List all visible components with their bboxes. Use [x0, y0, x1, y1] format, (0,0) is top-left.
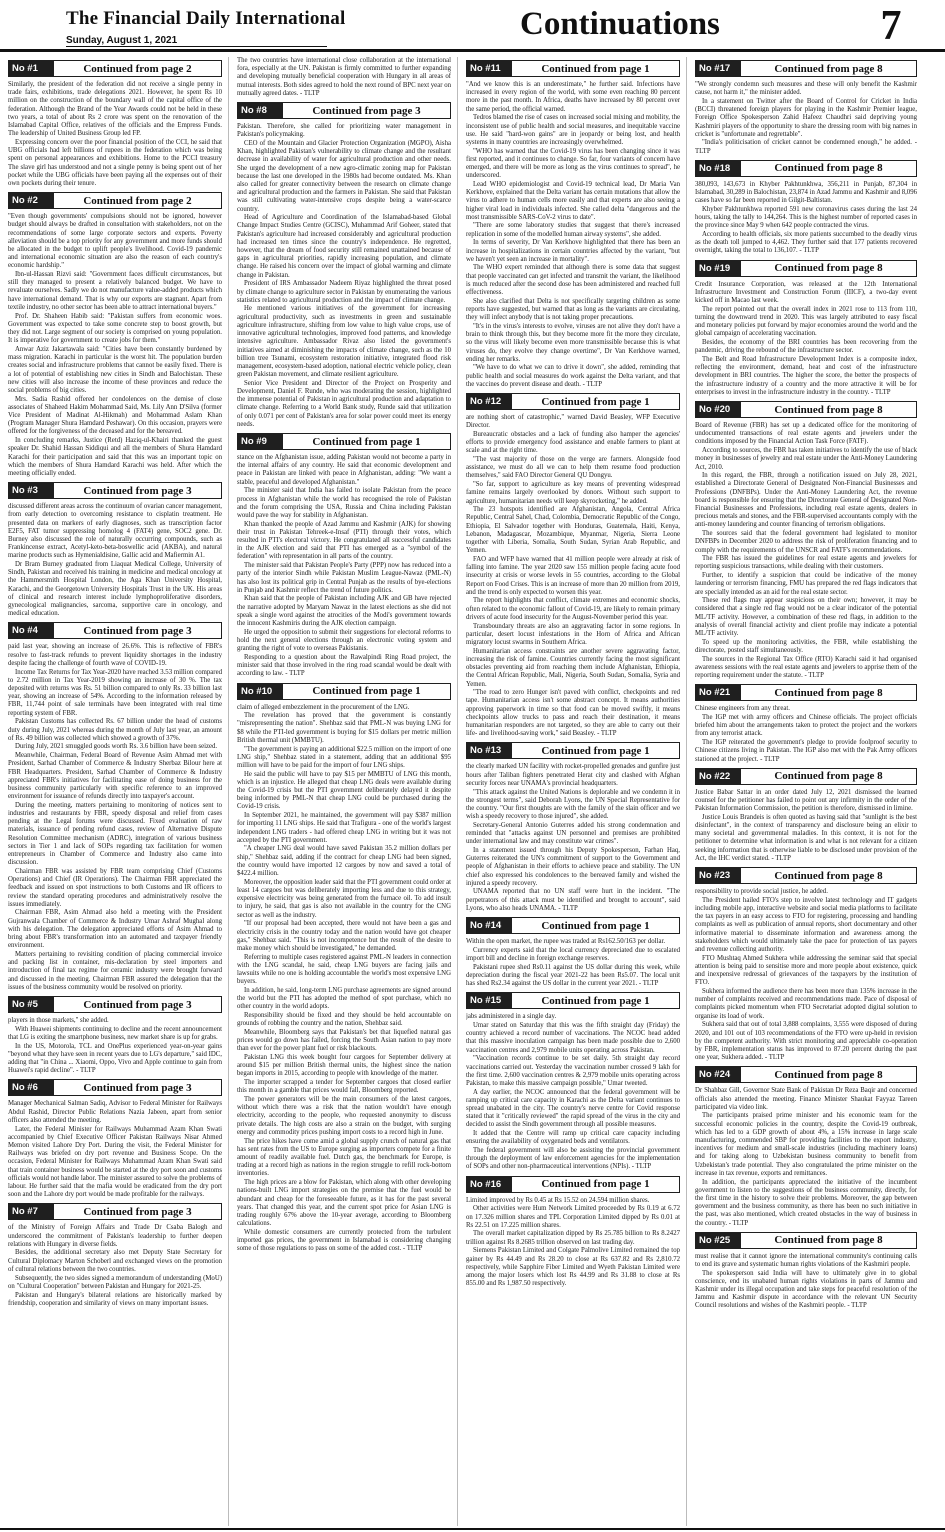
article-paragraph: "A cheaper LNG deal would have saved Pakistan 35.2 million dollars per ship," Shehbaz said, adding if the contract for cheap LNG had been signed, the country would have imported 12 cargoes by now and saved a total of $422.4 million.: [237, 845, 451, 878]
article-body: [237, 57, 451, 98]
article-number: No #16: [466, 1176, 512, 1193]
continued-from-label: Continued from page 3: [54, 482, 222, 499]
article-paragraph: Dr Shahbaz Gill, Governor State Bank of Pakistan Dr Reza Baqir and concerned officials also attended the meeting. Finance Minister Shaukat Fayyaz Tareen participated via video link.: [695, 1087, 917, 1111]
continued-from-label: Continued from page 8: [741, 260, 917, 277]
continued-from-label: Continued from page 8: [741, 768, 917, 785]
article-body: [695, 422, 917, 680]
article-number: No #1: [8, 60, 54, 77]
article-paragraph: In the US, Motorola, TCL and OnePlus experienced year-on-year gains "beyond what they have seen in recent years due to LG's departure," said IDC, adding that "in China ... Xiaomi, Oppo, Vivo and Apple continue to gain from Huawei's rapid decline". - TLTP: [8, 1042, 222, 1075]
article-number: No #5: [8, 996, 54, 1013]
article-number: No #23: [695, 867, 741, 884]
article-header: [695, 1066, 917, 1083]
article-body: [466, 1013, 680, 1171]
page-number: 7: [880, 3, 902, 49]
article-number: No #3: [8, 482, 54, 499]
article-number: No #24: [695, 1066, 741, 1083]
column-3: [466, 57, 680, 1526]
continued-from-label: Continued from page 8: [741, 401, 917, 418]
article-header: [695, 684, 917, 701]
article-paragraph: Matters pertaining to revisiting condition of placing commercial invoice and packing list in container, mis-declaration by steel importers and introduction of final tax regime for ceramic industry were brought forward and discussed in the meeting. Chairman FBR assured the delegation that the issues of the business community would be resolved on priority.: [8, 951, 222, 991]
article-header: [695, 260, 917, 277]
bottom-rule: [0, 1528, 945, 1530]
masthead-left: [66, 8, 345, 48]
article-header: [695, 60, 917, 77]
article-paragraph: In a statement issued through his Deputy Spokesperson, Farhan Haq, Guterres reiterated the UN's commitment of support to the Government and people of Afghanistan in their efforts to achieve peace and stability. The UN chief also expressed his condolences to the bereaved family and wished the injured a speedy recovery.: [466, 846, 680, 887]
article-paragraph: Subsequently, the two sides signed a memorandum of understanding (MoU) on "Cultural Cooperation" between Pakistan and Hungary for 2021-25.: [8, 1274, 222, 1290]
article-paragraph: Credit Insurance Corporation, was released at the 12th International Infrastructure Investment and Construction Forum (IIICF), a two-day event kicked off in Macao last week.: [695, 280, 917, 305]
article-number: No #14: [466, 917, 512, 934]
article-paragraph: "We have to do what we can to drive it down", she added, reminding that public health and social measures do work against the Delta variant, and that the vaccines do prevent disease and death. - TLTP: [466, 364, 680, 388]
article-paragraph: UNAMA reported that no UN staff were hurt in the incident. "The perpetrators of this attack must be identified and brought to account", said Lyons, who also heads UNAMA. - TLTP: [466, 888, 680, 912]
article-paragraph: Besides, the additional secretary also met Deputy State Secretary for Cultural Diplomacy Marton Schoberl and exchanged views on the promotion of cultural relations between the two countries.: [8, 1249, 222, 1273]
article-paragraph: Currency experts said that the local currency depreciated due to escalated import bill and decline in foreign exchange reserves.: [466, 946, 680, 962]
continued-from-label: Continued from page 8: [741, 684, 917, 701]
article-number: No #25: [695, 1232, 741, 1249]
article-paragraph: The minister said that India has failed to isolate Pakistan from the peace process in Afghanistan while the world has recognised the role of Pakistan and the forum comprising the USA, Russia and China including Pakistan would pave the way for stability in Afghanistan.: [237, 487, 451, 519]
article-paragraph: Sukhera informed the audience there has been more than 135% increase in the number of complaints received and recommendations made. Pace of disposal of complaints picked momentum when FTO Secretariat adopted digital solution to organise its load of work.: [695, 987, 917, 1020]
column-divider: [457, 57, 458, 1526]
article-paragraph: "Even though governments' compulsions should not be ignored, however budget should always be drafted in consultation with stakeholders, not on the recommendations of some large corporate sectors and experts. Poverty alleviation should be a top priority for any government and more funds should be allocated in the budget to uplift people's livelihood. Covid-19 pandemic and international economic situation are also the reason of each country's economic hardship.": [8, 213, 222, 270]
article-paragraph: FTO Mushtaq Ahmed Sukhera while addressing the seminar said that special attention is being paid to sensitise more and more people about existence, quick and inexpensive redressal of grievances of the taxpayers by the institution of FTO.: [695, 954, 917, 987]
article-body: [695, 81, 917, 156]
columns-area: [0, 57, 945, 1526]
article-header: [8, 192, 222, 209]
article-paragraph: Sukhera said that out of total 3,888 complaints, 3,555 were disposed of during 2020, and 101 out of 103 recommendations of the FTO were up-held in revision by the competent authority. With strict monitoring and appreciable co-operation by FBR, implementation status has improved to 87.20 percent during the past one year, Sukhera added. - TLTP: [695, 1021, 917, 1062]
article-paragraph: paid last year, showing an increase of 26.6%. This is reflective of FBR's resolve to fast-track refunds to prevent liquidity shortages in the industry despite facing the challenge of fourth wave of COVID-19.: [8, 643, 222, 667]
article-paragraph: With Huawei shipments continuing to decline and the recent announcement that LG is exiting the smartphone business, new market share is up for grabs.: [8, 1025, 222, 1041]
column-2: [237, 57, 451, 1526]
article-header: [237, 433, 451, 450]
article-paragraph: "This attack against the United Nations is deplorable and we condemn it in the strongest terms", said Deborah Lyons, the UN Special Representative for the country. "Our first thoughts are with the family of the slain officer and we wish a speedy recovery to those injured", she added.: [466, 788, 680, 821]
article-paragraph: The price hikes have come amid a global supply crunch of natural gas that has sent rates from the US to Europe surging as importers compete for a finite amount of readily available fuel. Dutch gas, the benchmark for Europe, is trading at a record high as nations in the region struggle to refill rock-bottom inventories.: [237, 1137, 451, 1178]
article-paragraph: Board of Revenue (FBR) has set up a dedicated office for the monitoring of undocumented transactions of real estate agents and jewelers under the conditions imposed by the Financial Action Task Force (FATF).: [695, 422, 917, 446]
article-paragraph: In concluding remarks, Justice (Retd) Haziq-ul-Khairi thanked the guest speaker Dr. Shahid Hassan Siddiqui and all the members of Shura Hamdard Karachi for their participation and said that this was an important topic on which the members of Shura Hamdard Karachi was held. After which the meeting officially ended.: [8, 437, 222, 477]
article-paragraph: Income Tax Returns for Tax Year-2020 have reached 3.53 million compared to 2.72 million in Tax Year-2019 showing an increase of 30 %. The tax deposited with returns was Rs. 51 billion compared to only Rs. 33 billion last year, showing an increase of 54%. According to the information released by FBR, 11,744 point of sale terminals have been integrated with real time reporting system of FBR.: [8, 668, 222, 717]
article-paragraph: In addition, the participants appreciated the initiative of the incumbent government to listen to the suggestions of the business community, directly, for the first time in the history to solve their problems. Moreover, the gap between government and the business community, as there has been no such initiative in the past, was also mentioned, which created obstacles in the way of business in the country. - TLTP: [695, 1178, 917, 1227]
article-paragraph: According to health officials, six more patients succumbed to the deadly virus as the death toll jumped to 4,462. They further said that 177 patients recovered overnight, taking the total to 136,107. - TLTP: [695, 231, 917, 255]
article-paragraph: "We strongly condemn such measures and these will only benefit the Kashmir cause, not harm it," the minister added.: [695, 81, 917, 97]
article-header: [466, 992, 680, 1009]
article-paragraph: Umar stated on Saturday that this was the fifth straight day (Friday) the country achieved a record number of vaccinations. The NCOC head added that this massive inoculation campaign has been made possible due to 2,600 vaccination centres and 2,979 mobile units operating across Pakistan.: [466, 1022, 680, 1054]
article-body: [237, 123, 451, 429]
continued-from-label: Continued from page 1: [512, 992, 680, 1009]
article-paragraph: The federal government will also be assisting the provincial government through the deployment of law enforcement agencies for the implementation of SOPs and other non-pharmaceutical interventions (NPIs). - TLTP: [466, 1147, 680, 1171]
article-body: [466, 414, 680, 738]
article-body: [8, 213, 222, 478]
article-number: No #20: [695, 401, 741, 418]
article-paragraph: claim of alleged embezzlement in the procurement of the LNG.: [237, 703, 410, 711]
article-paragraph: responsibility to provide social justice, he added.: [695, 888, 828, 896]
continued-from-label: Continued from page 1: [283, 433, 451, 450]
article: [8, 1079, 222, 1199]
article-paragraph: Pakistan Customs has collected Rs. 67 billion under the head of customs duty during July, 2021 whereas during the month of July last year, an amount of Rs. 49 billion was collected which showed a growth of 37%.: [8, 718, 222, 742]
article-number: No #4: [8, 622, 54, 639]
article-paragraph: Transboundary threats are also an aggravating factor in some regions. In particular, desert locust infestations in the Horn of Africa and African migratory locust swarms in Southern Africa.: [466, 622, 680, 646]
article: [466, 60, 680, 389]
article-paragraph: Responding to a question about the Rawalpindi Ring Road project, the minister said that those involved in the ring road scandal would be dealt with according to law. - TLTP: [237, 653, 451, 678]
article-body: [237, 454, 451, 678]
column-4: [695, 57, 917, 1526]
article: [695, 684, 917, 763]
article-header: [695, 1232, 917, 1249]
article-paragraph: Head of Agriculture and Coordination of the Islamabad-based Global Change Impact Studies Centre (GCISC), Muhammad Arif Goheer, stated that Pakistan's agriculture had increased considerably and agricultural production had increased ten times since the country's independence. He regretted, however, that the dream of food security still remained unattained because of gaps in agricultural priorities, rapidly increasing population, and climate change. He raised his concern over the impact of global warming and climate change in Pakistan.: [237, 214, 451, 279]
paper-name: The Financial Daily International: [66, 8, 346, 29]
article-body: [695, 1253, 917, 1311]
article-paragraph: Other activities were Hum Network Limited proceeded by Rs 0.19 at 6.72 on 17.326 million shares and TPL Corporation Limited dipped by Rs 0.01 at Rs 22.51 on 17.225 million shares.: [466, 1205, 680, 1229]
article-paragraph: "There are some laboratory studies that suggest that there's increased replication in some of the modelled human airway systems", she added.: [466, 222, 680, 238]
article-paragraph: Chinese engineers from any threat.: [695, 705, 790, 713]
article: [466, 917, 680, 988]
article-header: [466, 393, 680, 410]
article: [466, 742, 680, 913]
article-number: No #8: [237, 102, 283, 119]
article-paragraph: FAO and WFP have warned that 41 million people were already at risk of falling into famine. The year 2020 saw 155 million people facing acute food insecurity at crisis or worse levels in 55 countries, according to the Global Report on Food Crises. This is an increase of more than 20 million from 2019, and the trend is only expected to worsen this year.: [466, 555, 680, 596]
article-paragraph: The sources said that the federal government had legislated to monitor DNFBPs in December 2020 to address the risk of proliferation financing and to comply with the requirements of the UNSCR and FATF's recommendations.: [695, 530, 917, 554]
continued-from-label: Continued from page 1: [512, 393, 680, 410]
article-paragraph: These red flags may appear suspicious on their own; however, it may be considered that a single red flag would not be a clear indicator of the potential ML/TF activity. However, a combination of these red flags, in addition to the analysis of overall financial activity and client profile may indicate a potential ML/TF activity.: [695, 597, 917, 638]
article-paragraph: Pakistani rupee shed Rs0.11 against the US dollar during this week, while depreciation during the fiscal year 2021-22 has been Rs5.07. The local unit has shed Rs2.34 against the US dollar in the current year 2021. - TLTP: [466, 963, 680, 988]
continued-from-label: Continued from page 8: [741, 60, 917, 77]
article-paragraph: must realise that it cannot ignore the international community's continuing calls to end its grave and systematic human rights violations of the Kashmiri people.: [695, 1252, 917, 1268]
article-paragraph: In addition, he said, long-term LNG purchase agreements are signed around the world but the PTI has adopted the method of spot purchase, which no other country in the world adopts.: [237, 986, 451, 1011]
article-paragraph: Dr Bram Burney graduated from Liaquat Medical College, University of Sindh, Pakistan and received his training in medicine and medical oncology at the Hammersmith Hospital London, the Aga Khan University Hospital, Karachi, and the Georgetown University Hospitals Trust in the UK. His areas of clinical and research interest include lymphoproliferative disorders, gynecological malignancies, sarcoma, supportive care in oncology, and medical education.: [8, 561, 222, 618]
article-paragraph: He mentioned various initiatives of the government for increasing agricultural productivity, such as investments in green and sustainable agriculture infrastructure, shifting from low value to high value crops, use of innovative agricultural technologies, improved food patterns, and knowledge intensive agriculture. Ambassador Rivaz also listed the government's initiatives aimed at diminishing the impacts of climate change, such as the 10 billion tree Tsunami, ecosystem restoration initiative, integrated flood risk management, ecosystem-based adoption, national electric vehicle policy, clean green Pakistan movement, and climate resilient agriculture.: [237, 305, 451, 379]
article: [8, 60, 222, 188]
article-paragraph: A day earlier, the NCOC announced that the federal government will be ramping up critical care capacity in Karachi as the Delta variant continues to spread unabated in the city. The country's nerve centre for Covid response stated that it "critically reviewed" the rapid spread of the virus in the city and decided to assist the Sindh government through all possible measures.: [466, 1088, 680, 1129]
article-number: No #2: [8, 192, 54, 209]
article-paragraph: discussed different areas across the continuum of ovarian cancer management, from early detection to overcoming resistance to cisplatin treatment. He presented data on markers of early diagnoses, such as transcription factor E2F5, FAT tumor suppressing homolog 4 (FAT4) gene, SOC2 gene. Dr. Burney also discussed the role of naturally occurring compounds, such as Frankincense extract, Acetyl-keto-beta-boswellic acid (AKBA), and natural marine products such as Hymenialdisine, Gallic acid and Mafiermin A1.: [8, 503, 222, 560]
article-paragraph: The 23 hotspots identified are Afghanistan, Angola, Central Africa Republic, Central Sahel, Chad, Colombia, Democratic Republic of the Congo, Ethiopia, El Salvador together with Honduras, Guatemala, Haiti, Kenya, Lebanon, Madagascar, Mozambique, Myanmar, Nigeria, Sierra Leone together with Liberia, Somalia, South Sudan, Syrian Arab Republic, and Yemen.: [466, 506, 680, 555]
article-body: [237, 704, 451, 1254]
continued-from-label: Continued from page 8: [741, 1066, 917, 1083]
article-paragraph: The high prices are a blow for Pakistan, which along with other developing nations-built LNG import strategies on the premise that the fuel would be abundant and cheap for the foreseeable future, as it has for the past several years. That changed this year, and the current spot price for Asian LNG is trading roughly 67% above the 10-year average, according to Bloomberg calculations.: [237, 1179, 451, 1228]
article-paragraph: Moreover, the opposition leader said that the PTI government could order at least 14 cargoes but was deliberately importing less and due to this strategy, expensive electricity was being generated from the furnace oil. To add insult to injury, he said, that gas is also not available in the country for the CNG sector as well as the industry.: [237, 878, 451, 919]
article-paragraph: He urged the opposition to submit their suggestions for electoral reforms to hold the next general elections through an electronic voting system and granting the right of vote to overseas Pakistanis.: [237, 628, 451, 653]
article-paragraph: "If our proposal had been accepted, there would not have been a gas and electricity crisis in the country today and the nation would have got cheaper gas," Shehbaz said. "This is not incompetence but the result of the desire to make money which should be investigated," he demanded.: [237, 920, 451, 952]
article-header: [8, 60, 222, 77]
article-paragraph: "The vast majority of those on the verge are farmers. Alongside food assistance, we must do all we can to help them resume food production themselves," said FAO Director General QU Dongyu.: [466, 456, 680, 480]
article-number: No #21: [695, 684, 741, 701]
article-paragraph: Lead WHO epidemiologist and Covid-19 technical lead, Dr Maria Van Kerkhove, explained that the Delta variant has certain mutations that allow the virus to adhere to human cells more easily and that experts are also seeing a higher viral load in individuals infected. She called delta "dangerous and the most transmissible SARS-CoV-2 virus to date".: [466, 180, 680, 221]
article-header: [8, 482, 222, 499]
article-paragraph: Later, the Federal Minister for Railways Muhammad Azam Khan Swati accompanied by Chief Executive Officer Pakistan Railways Nisar Ahmed Memon visited Lahore Dry Port. During the visit, the Federal Minister for Railways was briefed on dry port revenue and Business Scope. On the occasion, Federal Minister for Railways Muhammad Azam Khan Swati said that train container business would be started at the dry port soon and customs officials would not handle labor. The minister assured to solve the problems of labour. He further said that the mafia would be eradicated from the dry port soon and the Lahore dry port would be made profitable for the railways.: [8, 1125, 222, 1199]
section-title: Continuations: [520, 6, 720, 42]
article-paragraph: 380,093, 143,673 in Khyber Pakhtunkhwa, 356,211 in Punjab, 87,304 in Islamabad, 30,289 in Balochistan, 23,874 in Azad Jammu and Kashmir and 8,096 cases have so far been reported in Gilgit-Baltistan.: [695, 180, 917, 205]
article-paragraph: The report pointed out that the overall index in 2021 rose to 113 from 110, turning the downward trend in 2020. This was largely attributed to easy fiscal and monetary policies put forward by major economies around the world and the global campaign of accelerating vaccination.: [695, 305, 917, 338]
article-paragraph: The IGP met with army officers and Chinese officials. The project officials briefed him about the arrangements taken to protect the project and the workers from any terrorist attack.: [695, 714, 917, 738]
article-paragraph: To speed up the monitoring activities, the FBR, while establishing the directorate, posted staff simultaneously.: [695, 638, 917, 654]
article-header: [8, 1079, 222, 1096]
article-number: No #12: [466, 393, 512, 410]
article-body: [695, 281, 917, 397]
article-paragraph: The spokesperson said India will have to ultimately give in to global conscience, end its unabated human rights violations in parts of Jammu and Kashmir under its illegal occupation and take steps for peaceful resolution of the Jammu and Kashmir dispute in accordance with the relevant UN Security Council resolutions and wishes of the Kashmiri people. - TLTP: [695, 1269, 917, 1310]
column-divider: [228, 57, 229, 1526]
article-paragraph: "WHO has warned that the Covid-19 virus has been changing since it was first reported, and it continues to change. So far, four variants of concern have emerged, and there will be more as long as the virus continues to spread", he underscored.: [466, 147, 680, 180]
article-number: No #10: [237, 683, 283, 700]
article: [695, 768, 917, 863]
article: [695, 867, 917, 1062]
article-body: [695, 1087, 917, 1227]
article-paragraph: Meanwhile, Chairman, Federal Board of Revenue Asim Ahmad met with President, Sarhad Chamber of Commerce & Industry Sherbaz Bilour here at FBR Headquarters. President, Sarhad Chamber of Commerce & Industry appreciated FBR's initiatives for facilitating ease of doing business for the business community particularly with specific reference to an improved environment for issuance of refunds directly into taxpayer's account.: [8, 752, 222, 801]
article: [8, 482, 222, 618]
article-header: [466, 742, 680, 759]
article-paragraph: "It's in the virus's interests to evolve, viruses are not alive they don't have a brain to think through this, but they become more fit the more they circulate, so the virus will likely become even more transmissible because this is what viruses do, they evolve they change overtime", Dr Van Kerkhove warned, ending her remarks.: [466, 322, 680, 363]
article-paragraph: Pakistan LNG this week bought four cargoes for September delivery at around $15 per million British thermal units, the highest since the nation began imports in 2015, according to people with knowledge of the matter.: [237, 1054, 451, 1078]
article-paragraph: "So far, support to agriculture as key means of preventing widespread famine remains largely overlooked by donors. Without such support to agriculture, humanitarian needs will keep skyrocketing," he added.: [466, 481, 680, 505]
article-paragraph: Justice Louis Brandeis is often quoted as having said that "sunlight is the best disinfectant", in the context of transparency and disclosure being an elixir to many societal and governmental maladies. In this context, it is not for the petitioner to determine what information is and what is not relevant for a citizen seeking information that is otherwise liable to be disclosed under provision of the Act, the IHC verdict stated. - TLTP: [695, 813, 917, 862]
article-paragraph: Bureaucratic obstacles and a lack of funding also hamper the agencies' efforts to provide emergency food assistance and enable farmers to plant at scale and at the right time.: [466, 430, 680, 455]
article-paragraph: The two countries have international close collaboration at the international fora, especially at the UN. Pakistan is firmly committed to further expanding and developing mutually beneficial cooperation with Hungary in all areas of mutual interests. Both sides agreed to hold the next round of BPC next year on mutually agreed dates. - TLTP: [237, 57, 451, 97]
article-paragraph: Within the open market, the rupee was traded at Rs162.50/163 per dollar.: [466, 938, 666, 946]
article: [695, 160, 917, 256]
article-paragraph: players in those markets," she added.: [8, 1017, 109, 1025]
article-paragraph: The Belt and Road Infrastructure Development Index is a composite index, reflecting the environment, demand, heat and cost of the infrastructure development in BRI countries. The higher the score, the better the prospects of the infrastructure industry of a country and the more attractive it will be for enterprises to invest in the infrastructure industry in the country. - TLTP: [695, 355, 917, 396]
article-header: [695, 401, 917, 418]
article-header: [695, 768, 917, 785]
article-paragraph: The sources in the Regional Tax Office (RTO) Karachi said it had organised awareness sessions with the real estate agents and jewelers to apprise them of the reporting requirement under the statute. - TLTP: [695, 655, 917, 680]
article-body: [8, 1100, 222, 1199]
article-paragraph: "The road to zero Hunger isn't paved with conflict, checkpoints and red tape. Humanitarian access isn't some abstract concept. It means authorities approving paperwork in time so that food can be moved swiftly, it means checkpoints allow trucks to pass and reach their destination, it means humanitarian responders are not targeted, so they are able to carry out their life- and livelihood-saving work," said Beasley. - TLTP: [466, 689, 680, 738]
article-number: No #17: [695, 60, 741, 77]
article: [695, 60, 917, 156]
article-body: [8, 81, 222, 188]
article-paragraph: The participants praised prime minister and his economic team for the successful economic policies in the country, despite the Covid-19 outbreak, which has led to a GDP growth of about 4%, a 15% increase in large scale manufacturing, commended SBP for providing facilities to the export industry, incentives for medium and small-scale industries (including machinery loans) and for taking along to Uzbekistan business community to benefit from Uzbekistan's trade potential. They also congratulated the prime minister on the increase in tax revenue, exports and remittances.: [695, 1112, 917, 1177]
article-header: [695, 160, 917, 177]
article-body: [466, 763, 680, 913]
article-paragraph: Referring to multiple cases registered against PML-N leaders in connection with the LNG scandal, he said, cheap LNG buyers are facing jails and lawsuits while no one is holding accountable the world's most expensive LNG buyers.: [237, 953, 451, 986]
column-divider: [686, 57, 687, 1526]
article-body: [695, 705, 917, 763]
continued-from-label: Continued from page 1: [512, 742, 680, 759]
article-number: No #19: [695, 260, 741, 277]
article-body: [466, 938, 680, 988]
article: [237, 57, 451, 98]
article-paragraph: He said the public will have to pay $15 per MMBTU of LNG this month, which is an injustice. He alleged that cheap LNG deals were available during the Covid-19 crisis but the PTI government deliberately delayed it despite being informed by PML-N that cheap LNG could be purchased during the Covid-19 crisis.: [237, 770, 451, 811]
article-paragraph: Siemens Pakistan Limited and Colgate Palmolive Limited remained the top gainer by Rs 44.49 and Rs 28.20 to close at Rs 637.82 and Rs 2,810.72 respectively, while Sapphire Fiber Limited and Wyeth Pakistan Limited were among the major losers which lost Rs 44.99 and Rs 31.88 to close at Rs 855.00 and Rs 1,987.50 respectively.: [466, 1247, 680, 1288]
continued-from-label: Continued from page 8: [741, 1232, 917, 1249]
article: [695, 401, 917, 680]
article: [237, 683, 451, 1254]
article-paragraph: The report highlights that conflict, climate extremes and economic shocks, often related to the economic fallout of Covid-19, are likely to remain primary drivers of acute food insecurity for the August-November period this year.: [466, 597, 680, 621]
article-paragraph: Prof. Dr. Shaheen Habib said: "Pakistan suffers from economic woes. Government was expected to take some concrete step to boost growth, but they did not. Large segment of our society is comprised on young population. It is imperative for government to create jobs for them.": [8, 312, 222, 345]
continued-from-label: Continued from page 3: [283, 102, 451, 119]
article-body: [695, 888, 917, 1062]
article: [237, 433, 451, 678]
article-paragraph: She also clarified that Delta is not specifically targeting children as some reports have suggested, but warned that as long as the variants are circulating, they will infect anybody that is not taking proper precautions.: [466, 297, 680, 322]
article-paragraph: of the Ministry of Foreign Affairs and Trade Dr Csaba Balogh and underscored the commitment of Pakistan's leadership to further deepen relations with Hungary in diverse fields.: [8, 1224, 222, 1248]
article-paragraph: The FBR has issued the guidelines for real estate agents and jewelers for reporting suspicious transactions, while dealing with their customers.: [695, 555, 917, 571]
article-body: [8, 1224, 222, 1308]
article-paragraph: stance on the Afghanistan issue, adding Pakistan would not become a party in the internal affairs of any country. He said that economic development and peace in Pakistan are linked with peace in Afghanistan, adding: "We want a stable, peaceful and developed Afghanistan.": [237, 454, 451, 486]
article-paragraph: Ibn-ul-Hassan Rizvi said: "Government faces difficult circumstances, but still they managed to present a relatively balanced budget. We have to revaluate ourselves. Sadly we do not manufacture value-added products which have international demand. That is why our exports are stagnant. Apart from textile industry, no other sector has been able to attract international buyers.": [8, 271, 222, 311]
continued-from-label: Continued from page 3: [54, 996, 222, 1013]
continued-from-label: Continued from page 2: [54, 60, 222, 77]
article-paragraph: Limited improved by Rs 0.45 at Rs 15.52 on 24.594 million shares.: [466, 1196, 650, 1204]
article-paragraph: The power generators will be the main consumers of the latest cargoes, without which there was a risk that the nation wouldn't have enough electricity, according to the people, who requested anonymity to discuss private details. The high costs are also a strain on the budget, with surging energy and commodity prices pushing import costs to a record high in June.: [237, 1096, 451, 1136]
article-paragraph: Pakistan. Therefore, she called for prioritizing water management in Pakistan's policymaking.: [237, 123, 451, 139]
article-body: [8, 643, 222, 992]
article-paragraph: The revelation has proved that the government is constantly "misrepresenting the nation". Shehbaz said that PML-N was buying LNG for $8 while the PTI-led government is buying for $15 dollars per metric million British thermal unit (MMBTU).: [237, 712, 451, 744]
article: [466, 992, 680, 1171]
article: [695, 1066, 917, 1227]
continued-from-label: Continued from page 3: [54, 622, 222, 639]
article-paragraph: "Vaccination records continue to be set daily. 5th straight day record vaccinations carried out. Yesterday the vaccination number crossed 9 lakh for the first time. 2,600 vaccination centres & 2,979 mobile units operating across Pakistan, to make this massive campaign possible," Umar tweeted.: [466, 1055, 680, 1087]
article-paragraph: The IGP reiterated the government's pledge to provide foolproof security to Chinese citizens living in Pakistan. The IGP also met with the Pak Army officers stationed at the project. - TLTP: [695, 739, 917, 763]
article-paragraph: Anwar Aziz Jakartawala said: "Cities have been constantly burdened by mass migration. Karachi in particular is the worst hit. The population burden creates social and infrastructure problems that cannot be easily fixed. There is a lot of potential of establishing new cities in Sindh and Balochistan. These new cities will also increase the income of these provinces and reduce the social problems of big cities.: [8, 345, 222, 394]
article-header: [8, 996, 222, 1013]
article-paragraph: Humanitarian access constraints are another severe aggravating factor, increasing the risk of famine. Countries currently facing the most significant obstacles preventing aid from reaching them include Afghanistan, Ethiopia, the Central African Republic, Mali, Nigeria, South Sudan, Somalia, Syria and Yemen.: [466, 647, 680, 688]
article-paragraph: In September 2021, he maintained, the government will pay $387 million for importing 11 LNG ships. He said that Trafigura - one of the world's largest independent LNG traders - had offered cheap LNG in writing but it was not accepted by the PTI government.: [237, 812, 451, 844]
article-body: [8, 503, 222, 618]
continued-from-label: Continued from page 8: [741, 867, 917, 884]
article-paragraph: During July, 2021 smuggled goods worth Rs. 3.6 billion have been seized.: [15, 743, 218, 751]
article-paragraph: Manager Mechanical Salman Sadiq, Advisor to Federal Minister for Railways Abdul Rashid, Director Public Relations Nazia Jabeen, apart from senior officers also attended the meeting.: [8, 1100, 222, 1124]
article-paragraph: The WHO expert reminded that although there is some data that suggest that people vaccinated can get infected and transmit the variant, the likelihood is much reduced after the second dose has been administered and reached full effectiveness.: [466, 264, 680, 297]
article-number: No #15: [466, 992, 512, 1009]
article-paragraph: are nothing short of catastrophic," warned David Beasley, WFP Executive Director.: [466, 414, 680, 430]
article: [237, 102, 451, 429]
article-paragraph: "The government is paying an additional $22.5 million on the import of one LNG ship," Shehbaz stated in a statement, adding that an additional $95 million will have to be paid for the import of four LNG ships.: [237, 745, 451, 769]
article-paragraph: During the meeting, matters pertaining to monitoring of notices sent to industries and restaurants by FBR, speedy disposal and relief from cases pending at the Legal forums were discussed. Fixed evaluation of raw materials, issuance of pending refund cases, review of Alternative Dispute Resolution Committee mechanism (ADRC), integration of various business sectors in Tier 1 and lack of SOPs regarding tax facilitation for women entrepreneurs in Chamber of Commerce and Industry also came into discussion.: [8, 801, 222, 867]
article-number: No #7: [8, 1203, 54, 1220]
continued-from-label: Continued from page 1: [512, 60, 680, 77]
article: [466, 393, 680, 738]
article-paragraph: President of IRS Ambassador Nadeem Riyaz highlighted the threat posed by climate change to agriculture sector in Pakistan by enumerating the various statistics related to agricultural production and the impact of climate change.: [237, 280, 451, 304]
article-paragraph: Khan said that the people of Pakistan including AJK and GB have rejected the narrative adopted by Maryam Nawaz in the latest elections as she did not speak a single word against the atrocities of the Modi's government towards the innocent Kashmiris during the AJK election campaign.: [237, 595, 451, 628]
article-header: [466, 1176, 680, 1193]
article-paragraph: The overall market capitalization dipped by Rs 25.785 billion to Rs 8.2427 trillion against Rs 8.2685 trillion observed on last trading day.: [466, 1230, 680, 1246]
continued-from-label: Continued from page 1: [283, 683, 451, 700]
article-header: [695, 867, 917, 884]
article: [8, 1203, 222, 1308]
article-header: [466, 60, 680, 77]
continued-from-label: Continued from page 3: [54, 1079, 222, 1096]
article-paragraph: Meanwhile, Bloomberg says that Pakistan's bet that liquefied natural gas prices would go down has failed, forcing the South Asian nation to pay more than ever for the power plant fuel or risk blackouts.: [237, 1028, 451, 1053]
article-paragraph: Responsibility should be fixed and they should be held accountable on grounds of robbing the country and the nation, Shehbaz said.: [237, 1012, 451, 1028]
article-paragraph: The minister said that Pakistan People's Party (PPP) now has reduced into a party of the interior Sindh while Pakistan Muslim League-Nawaz (PML-N) has also lost its political grip in Central Punjab as the results of bye-elections in Punjab and Kashmir reflect the trend of future politics.: [237, 562, 451, 594]
article-header: [237, 683, 451, 700]
continued-from-label: Continued from page 8: [741, 160, 917, 177]
article-paragraph: In terms of severity, Dr Van Kerkhove highlighted that there has been an increase in hospitalizations in certain countries affected by the variant, "but we haven't yet seen an increase in mortality".: [466, 239, 680, 263]
issue-date: Sunday, August 1, 2021: [66, 35, 327, 47]
continued-from-label: Continued from page 1: [512, 917, 680, 934]
article: [695, 1232, 917, 1311]
article-body: [8, 1017, 222, 1075]
article-paragraph: Justice Babar Sattar in an order dated July 12, 2021 dismissed the learned counsel for the petitioner has failed to point out any infirmity in the order of the Pakistan Information Commission, the petition is therefore, dismissed in limine.: [695, 788, 917, 813]
article-body: [466, 1197, 680, 1289]
continued-from-label: Continued from page 3: [54, 1203, 222, 1220]
article-paragraph: Chairman FBR was assisted by FBR team comprising Chief (Customs Operations) and Chief (IR Operations). The Chairman FBR appreciated the feedback and issued on spot instructions to both Customs and IR officers to review the standard operating procedures and administratively resolve the issues immediately.: [8, 867, 222, 908]
article: [695, 260, 917, 397]
article-number: No #11: [466, 60, 512, 77]
article-number: No #18: [695, 160, 741, 177]
article-paragraph: Further, to identify a suspicion that could be indicative of the money laundering or terrorism financing, FMU has prepared the red flags indicators that are specially intended as an aid for the real estate sector.: [695, 572, 917, 596]
article-paragraph: Khan thanked the people of Azad Jammu and Kashmir (AJK) for showing their trust in Pakistan Tehreek-e-Insaf (PTI) through their votes, which resulted in PTI's electoral victory. He congratulated all successful candidates in the AJK election and said that PTI has emerged as a "symbol of the federation" with representation in all parts of the country.: [237, 520, 451, 561]
article-body: [466, 81, 680, 389]
article-body: [695, 181, 917, 256]
continued-from-label: Continued from page 2: [54, 192, 222, 209]
article-paragraph: the clearly marked UN facility with rocket-propelled grenades and gunfire just hours after Taliban fighters penetrated Herat city and clashed with Afghan security forces near UNAMA's provincial headquarters.: [466, 763, 680, 787]
article: [8, 192, 222, 478]
article-paragraph: jabs administered in a single day.: [466, 1013, 557, 1021]
article-paragraph: In this regard, the FBR, through a notification issued on July 28, 2021, established a Directorate General of Designated Non-Financial Businesses and Professions (DNFBPs). Under the Anti-Money Laundering Act, the revenue board is responsible for ensuring that the Directorate General of Designated Non-Financial Businesses and Professions, including real estate agents, dealers in precious metals and stones, and the FBR-supervised accountants comply with the anti-money laundering and counter financing of terrorism obligations.: [695, 472, 917, 529]
article: [466, 1176, 680, 1289]
article-paragraph: Mrs. Sadia Rashid offered her condolences on the demise of close associates of Shaheed Hakim Mohammad Said, Ms. Lily Ann D'Silva (former Vice President of Madinat Al-Hikmah) and Mohammad Aslam Khan (Program Manager Shura Hamdard Peshawar). On this occasion, prayers were offered for the forgiveness of the deceased and for the bereaved.: [8, 395, 222, 436]
article-paragraph: Similarly, the president of the federation did not receive a single penny in trade fairs, exhibitions, trade delegations 2021. However, he spent Rs 10 million on the construction of the boundary wall of the capital office of the federation. Although the Brand of the Year Awards could not be held in these two years, a total of about Rs 2 crore was spent on the renovation of the Islamabad Capital Office, relatives of the officials and the Empress Funds. The leadership of United Business Group led FP.: [8, 81, 222, 138]
article: [8, 622, 222, 992]
article-paragraph: CEO of the Mountain and Glacier Protection Organization (MGPO), Aisha Khan, highlighted Pakistan's vulnerability to climate change and the resultant decrease in availability of water for agricultural production and other needs. She urged the development of a new agro-climatic zoning map for Pakistan because the last one developed in the 1980s had become outdated. Ms. Khan also called for greater connectivity between the research on climate change and agricultural production and the farmers in Pakistan. She said that Pakistan was still cultivating water-intensive crops despite being a water-scarce country.: [237, 139, 451, 213]
article-paragraph: Besides, the economy of the BRI countries has been recovering from the pandemic, driving the rebound of the infrastructure sector.: [695, 339, 917, 355]
article-paragraph: While domestic consumers are currently protected from the turbulent imported gas prices, the government in Islamabad is considering changing some of those regulations to pass on some of the added cost. - TLTP: [237, 1228, 451, 1253]
column-1: [8, 57, 222, 1526]
continued-from-label: Continued from page 1: [512, 1176, 680, 1193]
article-number: No #13: [466, 742, 512, 759]
article-paragraph: According to sources, the FBR has taken initiatives to identify the use of black money in businesses of jewelry and real estate under the Anti-Money Laundering Act, 2010.: [695, 447, 917, 471]
article-paragraph: Senior Vice President and Director of the Project on Prosperity and Development, Daniel F. Runde, who was moderating the session, highlighted the immense potential of Pakistan in agricultural production and adaptation to climate change. Referring to a World Bank study, Runde said that utilization of only 0.071 per cent of Pakistan's area for solar power could meet its energy needs.: [237, 379, 451, 428]
article-number: No #9: [237, 433, 283, 450]
article-paragraph: Pakistan and Hungary's bilateral relations are historically marked by friendship, cooperation and similarity of views on many important issues.: [8, 1291, 222, 1307]
article-paragraph: "India's politicisation of cricket cannot be condemned enough," he added. - TLTP: [695, 139, 917, 155]
article-body: [695, 789, 917, 863]
article-paragraph: Secretary-General Antonio Guterres added his strong condemnation and reminded that "attacks against UN personnel and premises are prohibited under international law and may constitute war crimes".: [466, 821, 680, 846]
article-header: [8, 1203, 222, 1220]
article-paragraph: The importer scrapped a tender for September cargoes that closed earlier this month in a gamble that prices would fall, Bloomberg reported.: [237, 1079, 451, 1095]
article-paragraph: The President hailed FTO's step to involve latest technology and IT gadgets including mobile app, interactive website and social media platforms to facilitate the tax payers in an easy access to FTO for registering, processing and handling complaints as well as publication of annual reports, short documentary and other informative material to disseminate information and awareness among the stakeholders which would ultimately take the pace for protection of tax payers and revenue collecting authority.: [695, 896, 917, 953]
article-paragraph: "And we know this is an underestimate," he further said. Infections have increased in every region of the world, with some even reaching 80 percent more in the past month. In Africa, deaths have increased by 80 percent over the same period, the official warned.: [466, 81, 680, 113]
article: [8, 996, 222, 1075]
article-header: [8, 622, 222, 639]
article-paragraph: Tedros blamed the rise of cases on increased social mixing and mobility, the inconsistent use of public health and social measures, and inequitable vaccine use. He said "hard-won gains" are in jeopardy or being lost, and health systems in many countries are increasingly overwhelmed.: [466, 114, 680, 146]
article-number: No #22: [695, 768, 741, 785]
article-paragraph: In a statement on Twitter after the Board of Control for Cricket in India (BCCI) threatened foreign players for playing in the Kashmir Premier league, Foreign Office Spokesperson Zahid Hafeez Chaudhri said depriving young Kashmiri players of the opportunity to share the dressing room with big names in cricket is "unfortunate and regrettable".: [695, 97, 917, 138]
article-paragraph: Expressing concern over the poor financial position of the CCI, he said that UBG officials had left billions of rupees in the federation which was being spent on personal appearances and exhibitions. Home to the PCCI treasury The slave girl has understood and not a single penny is being spent out of her pocket while the UBG officials have been paying all the expenses out of their own pockets during their tenure.: [8, 138, 222, 187]
article-number: No #6: [8, 1079, 54, 1096]
article-paragraph: Chairman FBR, Asim Ahmad also held a meeting with the President Gujranwala Chamber of Commerce & Industry Umar Ashraf Mughal along with his delegation. The delegation appreciated efforts of Asim Ahmad to bring about FBR's transformation into an automated and taxpayer friendly environment.: [8, 909, 222, 950]
article-header: [466, 917, 680, 934]
article-paragraph: It added that the Centre will ramp up critical care capacity including ensuring the availability of oxygenated beds and ventilators.: [466, 1130, 680, 1146]
article-paragraph: Khyber Pakhtunkhwa reported 591 new coronavirus cases during the last 24 hours, taking the tally to 144,264. This is the highest number of reported cases in the province since May 9 when 642 people contracted the virus.: [695, 205, 917, 230]
masthead: [0, 0, 945, 52]
article-header: [237, 102, 451, 119]
